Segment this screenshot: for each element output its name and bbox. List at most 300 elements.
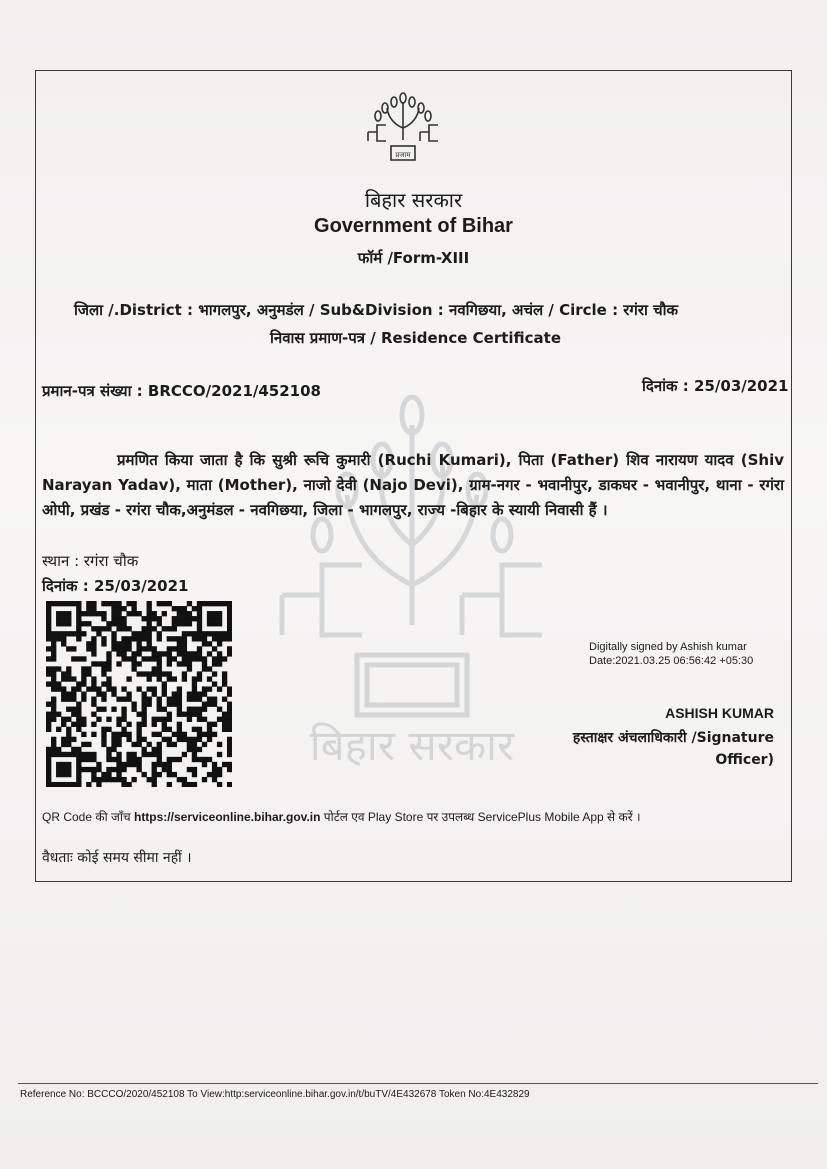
qr-module (71, 712, 76, 717)
qr-module (217, 752, 222, 757)
qr-module (101, 636, 106, 641)
qr-module (106, 681, 111, 686)
qr-module (207, 772, 212, 777)
qr-module (111, 641, 116, 646)
qr-module (66, 691, 71, 696)
qr-module (91, 712, 96, 717)
qr-module (131, 742, 136, 747)
qr-module (192, 752, 197, 757)
qr-module (51, 601, 56, 606)
qr-module (96, 777, 101, 782)
qr-module (56, 681, 61, 686)
qr-module (157, 757, 162, 762)
qr-module (147, 601, 152, 606)
qr-module (81, 742, 86, 747)
qr-module (81, 732, 86, 737)
qr-module (116, 752, 121, 757)
qr-module (152, 611, 157, 616)
qr-module (192, 697, 197, 702)
qr-module (136, 732, 141, 737)
qr-module (172, 691, 177, 696)
qr-module (152, 656, 157, 661)
qr-module (51, 676, 56, 681)
qr-module (162, 737, 167, 742)
qr-module (202, 636, 207, 641)
verification-url[interactable]: https://serviceonline.bihar.gov.in (133, 810, 321, 824)
qr-module (207, 616, 212, 621)
qr-module (51, 636, 56, 641)
qr-module (61, 601, 66, 606)
qr-module (162, 717, 167, 722)
place: स्थान : रगंरा चौक (42, 552, 139, 570)
qr-module (182, 646, 187, 651)
qr-module (56, 772, 61, 777)
qr-module (142, 747, 147, 752)
qr-module (121, 767, 126, 772)
qr-module (157, 742, 162, 747)
qr-module (187, 707, 192, 712)
qr-module (177, 691, 182, 696)
qr-module (162, 681, 167, 686)
qr-module (182, 606, 187, 611)
qr-module (167, 601, 172, 606)
qr-module (101, 671, 106, 676)
officer-title-line2: Officer) (715, 752, 774, 768)
qr-module (91, 697, 96, 702)
qr-module (71, 691, 76, 696)
qr-module (66, 737, 71, 742)
qr-module (187, 661, 192, 666)
qr-module (227, 722, 232, 727)
qr-module (61, 782, 66, 787)
qr-module (157, 707, 162, 712)
qr-module (202, 656, 207, 661)
qr-module (51, 782, 56, 787)
qr-module (136, 737, 141, 742)
qr-module (157, 772, 162, 777)
qr-module (106, 747, 111, 752)
certificate-number: प्रमान-पत्र संख्या : BRCCO/2021/452108 (42, 382, 321, 400)
qr-module (101, 737, 106, 742)
qr-module (51, 681, 56, 686)
qr-module (96, 626, 101, 631)
qr-module (81, 666, 86, 671)
qr-code (46, 601, 232, 787)
bihar-seal-watermark (262, 385, 562, 785)
qr-module (162, 722, 167, 727)
qr-module (76, 707, 81, 712)
qr-module (167, 626, 172, 631)
qr-module (96, 686, 101, 691)
qr-module (101, 641, 106, 646)
qr-module (187, 712, 192, 717)
qr-module (86, 782, 91, 787)
qr-module (91, 646, 96, 651)
qr-module (86, 767, 91, 772)
qr-module (172, 646, 177, 651)
qr-module (131, 601, 136, 606)
qr-module (162, 651, 167, 656)
qr-module (217, 661, 222, 666)
qr-module (126, 646, 131, 651)
qr-module (56, 712, 61, 717)
digital-signature-line1: Digitally signed by Ashish kumar (589, 641, 747, 653)
qr-module (106, 777, 111, 782)
qr-module (142, 717, 147, 722)
qr-module (167, 782, 172, 787)
qr-module (61, 752, 66, 757)
qr-module (96, 631, 101, 636)
qr-module (81, 671, 86, 676)
qr-module (207, 722, 212, 727)
qr-module (162, 611, 167, 616)
qr-module (207, 686, 212, 691)
qr-module (202, 641, 207, 646)
qr-module (152, 752, 157, 757)
qr-module (157, 636, 162, 641)
qr-module (217, 717, 222, 722)
qr-module (202, 691, 207, 696)
qr-module (192, 767, 197, 772)
qr-module (172, 757, 177, 762)
qr-module (46, 606, 51, 611)
qr-module (187, 666, 192, 671)
qr-module (147, 697, 152, 702)
qr-module (76, 777, 81, 782)
qr-module (167, 661, 172, 666)
qr-module (217, 742, 222, 747)
qr-module (76, 722, 81, 727)
qr-module (152, 777, 157, 782)
qr-module (61, 631, 66, 636)
qr-module (106, 661, 111, 666)
qr-module (66, 611, 71, 616)
qr-module (197, 671, 202, 676)
qr-module (227, 691, 232, 696)
qr-module (197, 646, 202, 651)
qr-module (76, 762, 81, 767)
qr-module (212, 636, 217, 641)
officer-title (540, 727, 774, 771)
qr-module (96, 717, 101, 722)
qr-module (46, 772, 51, 777)
qr-module (142, 772, 147, 777)
qr-module (157, 621, 162, 626)
qr-module (222, 712, 227, 717)
qr-module (147, 606, 152, 611)
qr-module (111, 601, 116, 606)
qr-module (212, 631, 217, 636)
qr-module (142, 691, 147, 696)
qr-module (126, 641, 131, 646)
qr-module (126, 601, 131, 606)
qr-module (126, 737, 131, 742)
qr-module (187, 601, 192, 606)
qr-module (192, 747, 197, 752)
qr-module (192, 676, 197, 681)
qr-module (101, 697, 106, 702)
qr-module (106, 686, 111, 691)
qr-module (212, 656, 217, 661)
qr-module (152, 666, 157, 671)
qr-module (76, 767, 81, 772)
qr-module (76, 757, 81, 762)
emblem-text: प्रजाम (395, 151, 411, 159)
qr-module (126, 757, 131, 762)
qr-module (172, 676, 177, 681)
qr-module (157, 661, 162, 666)
qr-module (136, 712, 141, 717)
qr-module (111, 777, 116, 782)
qr-module (152, 767, 157, 772)
qr-module (121, 727, 126, 732)
qr-module (46, 646, 51, 651)
qr-module (136, 686, 141, 691)
qr-module (76, 681, 81, 686)
qr-module (197, 651, 202, 656)
qr-module (46, 621, 51, 626)
qr-module (76, 636, 81, 641)
qr-module (222, 671, 227, 676)
qr-module (96, 762, 101, 767)
qr-module (192, 772, 197, 777)
qr-module (101, 681, 106, 686)
qr-module (91, 772, 96, 777)
qr-module (157, 656, 162, 661)
qr-module (227, 646, 232, 651)
qr-module (177, 737, 182, 742)
qr-module (46, 671, 51, 676)
qr-module (207, 631, 212, 636)
qr-module (56, 616, 61, 621)
qr-module (51, 712, 56, 717)
qr-module (51, 752, 56, 757)
form-number: फॉर्म /Form-XIII (357, 249, 470, 267)
qr-module (51, 742, 56, 747)
qr-module (66, 697, 71, 702)
qr-module (56, 631, 61, 636)
qr-module (56, 762, 61, 767)
qr-module (116, 737, 121, 742)
qr-module (172, 616, 177, 621)
qr-module (71, 782, 76, 787)
qr-module (71, 646, 76, 651)
qr-module (91, 601, 96, 606)
qr-module (222, 697, 227, 702)
qr-module (202, 631, 207, 636)
qr-module (101, 707, 106, 712)
qr-module (142, 646, 147, 651)
qr-module (177, 621, 182, 626)
qr-module (172, 772, 177, 777)
qr-module (192, 707, 197, 712)
qr-module (61, 742, 66, 747)
qr-module (192, 737, 197, 742)
qr-module (167, 757, 172, 762)
qr-module (86, 611, 91, 616)
qr-module (131, 631, 136, 636)
qr-module (121, 717, 126, 722)
qr-module (147, 641, 152, 646)
qr-module (197, 616, 202, 621)
qr-module (142, 712, 147, 717)
qr-module (177, 777, 182, 782)
qr-module (76, 601, 81, 606)
qr-module (192, 712, 197, 717)
qr-module (157, 651, 162, 656)
qr-module (202, 762, 207, 767)
qr-module (66, 666, 71, 671)
qr-module (61, 611, 66, 616)
qr-module (212, 616, 217, 621)
qr-module (217, 656, 222, 661)
qr-module (162, 767, 167, 772)
qr-module (61, 616, 66, 621)
qr-module (197, 626, 202, 631)
qr-module (167, 671, 172, 676)
qr-module (136, 762, 141, 767)
qr-module (46, 636, 51, 641)
footer-divider (18, 1083, 818, 1084)
qr-module (81, 752, 86, 757)
qr-module (71, 697, 76, 702)
qr-module (147, 656, 152, 661)
qr-module (177, 686, 182, 691)
qr-module (121, 621, 126, 626)
qr-module (202, 757, 207, 762)
digital-signature-line2: Date:2021.03.25 06:56:42 +05:30 (589, 655, 754, 667)
qr-module (197, 611, 202, 616)
qr-module (86, 671, 91, 676)
qr-module (192, 631, 197, 636)
qr-module (101, 727, 106, 732)
qr-module (222, 676, 227, 681)
qr-module (131, 752, 136, 757)
qr-module (56, 611, 61, 616)
qr-module (86, 742, 91, 747)
qr-module (101, 616, 106, 621)
qr-module (66, 707, 71, 712)
hindi-government-title: बिहार सरकार (364, 188, 463, 212)
qr-module (96, 661, 101, 666)
qr-module (197, 757, 202, 762)
qr-module (81, 621, 86, 626)
qr-module (187, 767, 192, 772)
qr-module (81, 631, 86, 636)
qr-module (197, 737, 202, 742)
qr-module (202, 742, 207, 747)
qr-module (202, 661, 207, 666)
qr-module (152, 646, 157, 651)
qr-module (157, 601, 162, 606)
qr-module (217, 767, 222, 772)
qr-module (197, 631, 202, 636)
qr-module (61, 636, 66, 641)
qr-module (222, 631, 227, 636)
qr-module (136, 636, 141, 641)
qr-module (152, 732, 157, 737)
qr-module (91, 626, 96, 631)
qr-module (227, 782, 232, 787)
qr-module (227, 626, 232, 631)
qr-module (126, 762, 131, 767)
qr-module (116, 616, 121, 621)
qr-module (177, 732, 182, 737)
qr-module (182, 732, 187, 737)
qr-module (157, 762, 162, 767)
qr-module (116, 626, 121, 631)
qr-module (61, 621, 66, 626)
qr-module (147, 631, 152, 636)
qr-module (66, 621, 71, 626)
qr-verification-note (42, 808, 642, 827)
qr-module (96, 707, 101, 712)
qr-module (177, 616, 182, 621)
qr-module (152, 671, 157, 676)
qr-module (162, 762, 167, 767)
qr-module (192, 636, 197, 641)
qr-module (116, 762, 121, 767)
qr-module (61, 676, 66, 681)
qr-module (86, 601, 91, 606)
qr-module (217, 651, 222, 656)
qr-module (152, 626, 157, 631)
qr-module (177, 606, 182, 611)
qr-module (46, 601, 51, 606)
qr-module (101, 732, 106, 737)
qr-module (131, 611, 136, 616)
qr-module (121, 646, 126, 651)
signing-date: दिनांक : 25/03/2021 (42, 577, 189, 595)
qr-module (61, 697, 66, 702)
qr-module (162, 601, 167, 606)
qr-module (167, 697, 172, 702)
qr-module (66, 772, 71, 777)
qr-module (152, 686, 157, 691)
qr-module (66, 601, 71, 606)
qr-module (197, 712, 202, 717)
qr-module (106, 656, 111, 661)
qr-module (217, 782, 222, 787)
qr-module (91, 757, 96, 762)
qr-module (227, 651, 232, 656)
qr-module (46, 631, 51, 636)
qr-module (142, 636, 147, 641)
qr-module (187, 697, 192, 702)
qr-module (167, 676, 172, 681)
qr-module (202, 777, 207, 782)
qr-module (121, 697, 126, 702)
qr-module (202, 666, 207, 671)
qr-module (172, 621, 177, 626)
qr-module (192, 691, 197, 696)
qr-module (207, 641, 212, 646)
qr-module (157, 732, 162, 737)
qr-module (91, 681, 96, 686)
qr-module (106, 666, 111, 671)
qr-module (46, 616, 51, 621)
qr-module (106, 772, 111, 777)
qr-module (76, 611, 81, 616)
qr-module (227, 727, 232, 732)
qr-module (187, 631, 192, 636)
qr-module (101, 777, 106, 782)
qr-module (126, 656, 131, 661)
qr-module (227, 712, 232, 717)
qr-module (212, 732, 217, 737)
qr-module (91, 651, 96, 656)
qr-module (71, 676, 76, 681)
